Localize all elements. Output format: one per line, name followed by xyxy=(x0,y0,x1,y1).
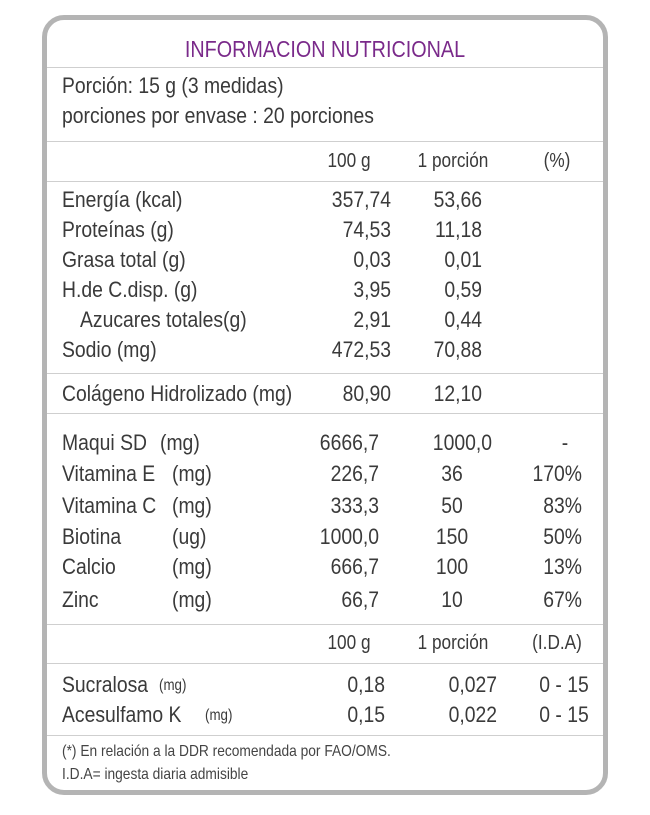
divider xyxy=(47,663,603,664)
row-value-portion: 70,88 xyxy=(433,337,482,362)
row-unit: (mg) xyxy=(205,707,233,724)
row-value-portion: 1000,0 xyxy=(432,430,492,455)
row-unit: (ug) xyxy=(172,524,207,549)
row-unit: (mg) xyxy=(172,493,212,518)
divider xyxy=(47,373,603,374)
row-value-100g: 66,7 xyxy=(341,587,379,612)
row-value-portion: 36 xyxy=(441,461,463,486)
panel-title: INFORMACION NUTRICIONAL xyxy=(184,36,466,62)
row-value-100g: 333,3 xyxy=(330,493,379,518)
row-value-portion: 10 xyxy=(441,587,463,612)
row-name: Calcio xyxy=(62,554,116,579)
row-value-portion: 100 xyxy=(435,554,469,579)
row-value-portion: 0,59 xyxy=(444,277,482,302)
row-label: H.de C.disp. (g) xyxy=(62,277,198,302)
row-name: Vitamina C xyxy=(62,493,157,518)
row-value-portion: 0,01 xyxy=(444,247,482,272)
row-value-100g: 357,74 xyxy=(331,187,391,212)
divider xyxy=(47,141,603,142)
row-unit: (mg) xyxy=(172,461,212,486)
row-unit: (mg) xyxy=(172,587,212,612)
col-header-ida: (I.D.A) xyxy=(532,632,582,654)
col-header-100g: 100 g xyxy=(327,150,371,172)
divider xyxy=(47,67,603,68)
row-name: Biotina xyxy=(62,524,122,549)
row-value-portion: 0,44 xyxy=(444,307,482,332)
row-value-portion: 0,027 xyxy=(448,672,497,697)
row-unit: (mg) xyxy=(172,554,212,579)
row-value-100g: 74,53 xyxy=(342,217,391,242)
row-unit: (mg) xyxy=(160,430,200,455)
col-header-portion: 1 porción xyxy=(417,632,489,654)
row-value-portion: 50 xyxy=(441,493,463,518)
row-label: Azucares totales(g) xyxy=(80,307,247,332)
row-name: Sucralosa xyxy=(62,672,149,697)
row-ida: 0 - 15 xyxy=(539,702,589,727)
row-unit: (mg) xyxy=(159,677,187,694)
row-value-100g: 0,03 xyxy=(353,247,391,272)
row-percent: 13% xyxy=(543,554,582,579)
col-header-portion: 1 porción xyxy=(417,150,489,172)
row-percent: 50% xyxy=(543,524,582,549)
divider xyxy=(47,413,603,414)
row-percent: 170% xyxy=(532,461,582,486)
collagen-value-portion: 12,10 xyxy=(433,381,482,406)
row-value-100g: 0,15 xyxy=(347,702,385,727)
footnote-ddr: (*) En relación a la DDR recomendada por FAO/OMS. xyxy=(62,743,391,760)
row-value-portion: 150 xyxy=(435,524,469,549)
divider xyxy=(47,735,603,736)
row-name: Vitamina E xyxy=(62,461,156,486)
nutrition-facts-panel xyxy=(42,15,608,795)
col-header-percent: (%) xyxy=(543,150,571,172)
row-name: Zinc xyxy=(62,587,99,612)
row-percent: 67% xyxy=(543,587,582,612)
collagen-label: Colágeno Hidrolizado (mg) xyxy=(62,381,293,406)
row-value-100g: 3,95 xyxy=(353,277,391,302)
row-value-100g: 1000,0 xyxy=(319,524,379,549)
footnote-ida: I.D.A= ingesta diaria admisible xyxy=(62,766,249,783)
servings-per-container: porciones por envase : 20 porciones xyxy=(62,103,374,128)
collagen-value-100g: 80,90 xyxy=(342,381,391,406)
row-value-100g: 6666,7 xyxy=(319,430,379,455)
row-ida: 0 - 15 xyxy=(539,672,589,697)
row-label: Grasa total (g) xyxy=(62,247,186,272)
row-percent: - xyxy=(561,430,569,455)
row-value-100g: 472,53 xyxy=(331,337,391,362)
row-percent: 83% xyxy=(543,493,582,518)
row-value-portion: 53,66 xyxy=(433,187,482,212)
row-label: Proteínas (g) xyxy=(62,217,174,242)
row-label: Sodio (mg) xyxy=(62,337,157,362)
divider xyxy=(47,624,603,625)
col-header-100g: 100 g xyxy=(327,632,371,654)
row-value-100g: 666,7 xyxy=(330,554,379,579)
row-name: Acesulfamo K xyxy=(62,702,182,727)
row-value-100g: 0,18 xyxy=(347,672,385,697)
row-value-100g: 226,7 xyxy=(330,461,379,486)
serving-size: Porción: 15 g (3 medidas) xyxy=(62,73,284,98)
row-label: Energía (kcal) xyxy=(62,187,183,212)
row-value-100g: 2,91 xyxy=(353,307,391,332)
row-name: Maqui SD xyxy=(62,430,147,455)
row-value-portion: 0,022 xyxy=(448,702,497,727)
divider xyxy=(47,181,603,182)
row-value-portion: 11,18 xyxy=(435,217,482,242)
